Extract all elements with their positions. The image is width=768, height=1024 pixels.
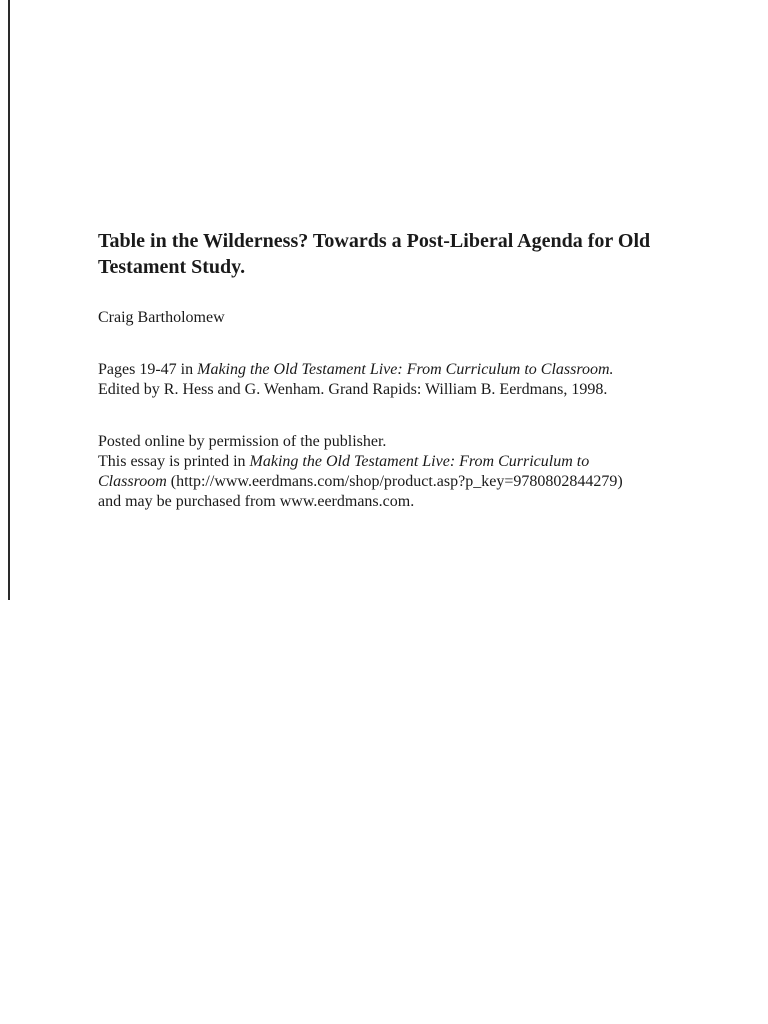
- citation-block: [98, 360, 738, 400]
- author-name: Craig Bartholomew: [98, 309, 225, 326]
- permission-book-title-1: Making the Old Testament Live: From Curriculum to: [249, 453, 590, 470]
- document-title: Table in the Wilderness? Towards a Post-Liberal Agenda for Old Testament Study.: [98, 230, 651, 278]
- permission-block: [98, 432, 738, 512]
- citation-book-title: Making the Old Testament Live: From Curriculum to Classroom.: [197, 361, 614, 378]
- permission-line-2: [98, 452, 738, 472]
- permission-line-1: Posted online by permission of the publisher.: [98, 433, 387, 450]
- scan-border-line: [8, 0, 10, 600]
- citation-line-1: [98, 360, 738, 380]
- citation-pages: Pages 19-47 in: [98, 361, 198, 378]
- permission-line-3: [98, 472, 738, 492]
- permission-book-title-2: Classroom: [98, 473, 167, 490]
- document-page: [98, 228, 738, 512]
- citation-edited-line: Edited by R. Hess and G. Wenham. Grand Rapids: William B. Eerdmans, 1998.: [98, 381, 608, 398]
- permission-url: (http://www.eerdmans.com/shop/product.asp?p_key=9780802844279): [166, 473, 623, 490]
- permission-line-4: and may be purchased from www.eerdmans.com.: [98, 493, 415, 510]
- permission-prefix: This essay is printed in: [98, 453, 250, 470]
